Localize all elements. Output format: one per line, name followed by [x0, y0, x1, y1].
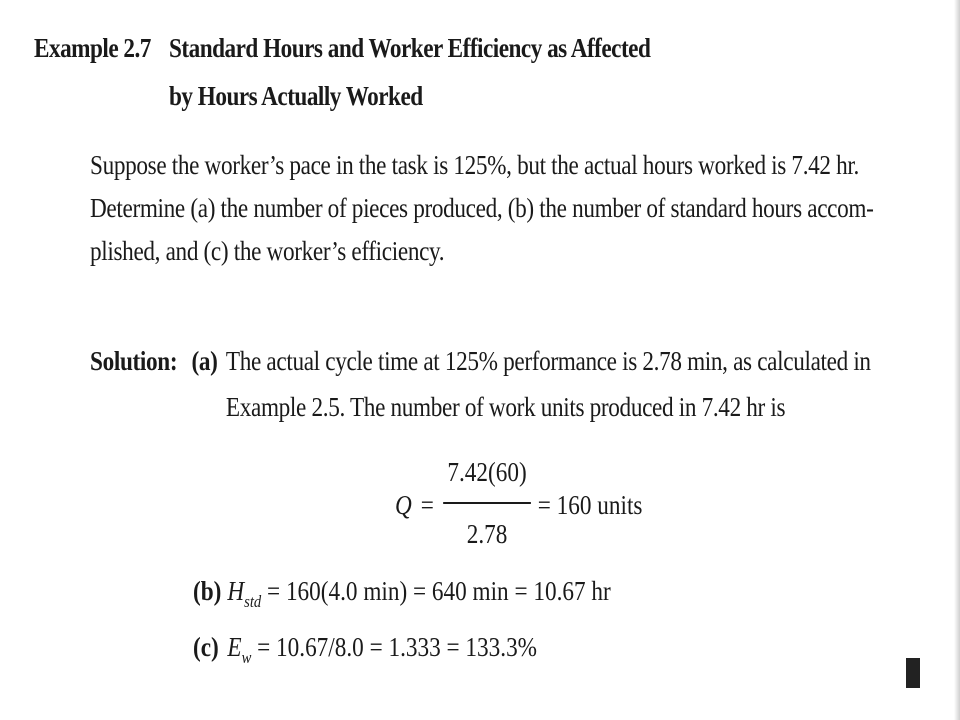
example-label: Example 2.7 [34, 33, 151, 63]
equation-denominator: 2.78 [466, 519, 508, 549]
part-b-subscript: std [244, 592, 262, 611]
part-c-symbol: E [227, 632, 242, 662]
equation-numerator: 7.42(60) [447, 457, 527, 487]
equation-result: = 160 units [537, 490, 643, 520]
part-c-marker: (c) [193, 632, 219, 662]
solution-part-c [193, 632, 537, 668]
equation-variable: Q [395, 490, 412, 520]
solution-part-a [90, 338, 871, 430]
problem-line-3: plished, and (c) the worker’s efficiency. [90, 236, 445, 266]
part-c-expression: = 10.67/8.0 = 1.333 = 133.3% [257, 632, 538, 662]
example-title-line2: by Hours Actually Worked [169, 81, 423, 111]
part-b-marker: (b) [193, 576, 222, 606]
part-c-subscript: w [241, 648, 252, 667]
part-b-symbol: H [227, 576, 245, 606]
solution-part-b [193, 576, 611, 612]
example-heading [34, 24, 650, 120]
problem-line-1: Suppose the worker’s pace in the task is 125%, but the actual hours worked is 7.42 hr. [90, 150, 860, 180]
equation-fraction [443, 456, 531, 550]
example-title-line1: Standard Hours and Worker Efficiency as Affected [169, 33, 651, 63]
part-a-marker: (a) [191, 346, 218, 376]
fraction-bar [443, 502, 531, 504]
equation-equals: = [420, 490, 434, 520]
page-edge-shadow [954, 0, 960, 720]
end-of-example-marker [906, 658, 920, 688]
solution-label: Solution: [90, 346, 178, 376]
part-b-expression: = 160(4.0 min) = 640 min = 10.67 hr [267, 576, 611, 606]
part-a-line1: The actual cycle time at 125% performance is 2.78 min, as calculated in [225, 346, 871, 376]
problem-statement [90, 144, 950, 273]
part-a-line2: Example 2.5. The number of work units produced in 7.42 hr is [225, 392, 786, 422]
problem-line-2: Determine (a) the number of pieces produced, (b) the number of standard hours accom- [90, 193, 874, 223]
